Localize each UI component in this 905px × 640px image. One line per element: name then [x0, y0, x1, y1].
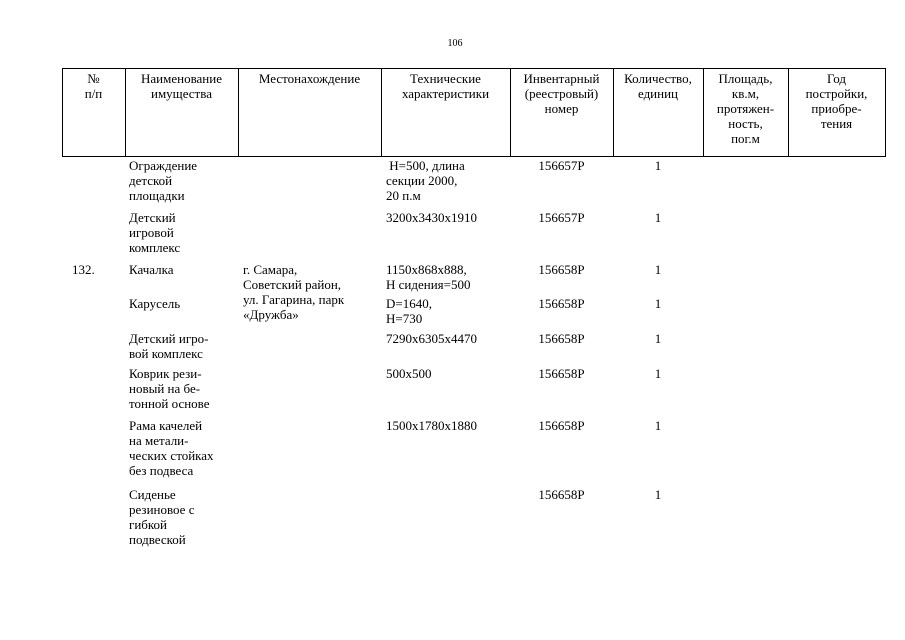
item-qty: 1 — [654, 210, 662, 225]
item-qty: 1 — [654, 158, 662, 173]
page-number: 106 — [447, 38, 463, 49]
item-inv: 156658Р — [538, 366, 585, 381]
item-inv: 156658Р — [538, 331, 585, 346]
location-cell: г. Самара, Советский район, ул. Гагарина, парк «Дружба» — [243, 262, 345, 322]
header-year — [788, 71, 885, 131]
row-number: 132. — [72, 262, 95, 277]
header-location-text: Местонахождение — [258, 71, 361, 86]
item-inv: 156658Р — [538, 296, 585, 311]
item-qty: 1 — [654, 418, 662, 433]
header-area — [703, 71, 788, 146]
item-inv: 156657Р — [538, 158, 585, 173]
item-qty: 1 — [654, 366, 662, 381]
item-qty: 1 — [654, 331, 662, 346]
item-inv: 156657Р — [538, 210, 585, 225]
header-name — [125, 71, 238, 101]
item-tech: H=500, длина секции 2000, 20 п.м — [386, 158, 465, 203]
header-tech-text: Технические характеристики — [401, 71, 490, 101]
item-tech: 1500х1780х1880 — [386, 418, 477, 433]
header-number — [62, 71, 125, 101]
item-tech: 7290х6305х4470 — [386, 331, 477, 346]
header-qty — [613, 71, 703, 101]
header-qty-text: Количество, единиц — [624, 71, 692, 101]
item-name: Рама качелей на метали- ческих стойках без подвеса — [129, 418, 214, 478]
item-inv: 156658Р — [538, 487, 585, 502]
item-qty: 1 — [654, 487, 662, 502]
item-name: Детский игро- вой комплекс — [129, 331, 209, 361]
item-tech: D=1640, H=730 — [386, 296, 432, 326]
header-inv-text: Инвентарный (реестровый) номер — [523, 71, 600, 116]
item-tech: 1150х868х888, H сидения=500 — [386, 262, 471, 292]
header-number-text: № п/п — [84, 71, 103, 101]
header-location — [238, 71, 381, 86]
header-top-rule — [62, 68, 886, 69]
header-name-text: Наименование имущества — [141, 71, 222, 101]
item-qty: 1 — [654, 296, 662, 311]
item-name: Детский игровой комплекс — [129, 210, 181, 255]
header-tech — [381, 71, 510, 101]
item-name: Качалка — [129, 262, 174, 277]
header-year-text: Год постройки, приобре- тения — [805, 71, 868, 131]
item-name: Сиденье резиновое с гибкой подвеской — [129, 487, 195, 547]
item-tech: 500х500 — [386, 366, 432, 381]
item-qty: 1 — [654, 262, 662, 277]
item-inv: 156658Р — [538, 262, 585, 277]
item-inv: 156658Р — [538, 418, 585, 433]
item-tech: 3200х3430х1910 — [386, 210, 477, 225]
header-col-line — [885, 68, 886, 156]
header-bottom-rule — [62, 156, 886, 157]
item-name: Ограждение детской площадки — [129, 158, 198, 203]
header-area-text: Площадь, кв.м, протяжен- ность, пог.м — [716, 71, 775, 146]
item-name: Карусель — [129, 296, 181, 311]
header-inv — [510, 71, 613, 116]
item-name: Коврик рези- новый на бе- тонной основе — [129, 366, 210, 411]
